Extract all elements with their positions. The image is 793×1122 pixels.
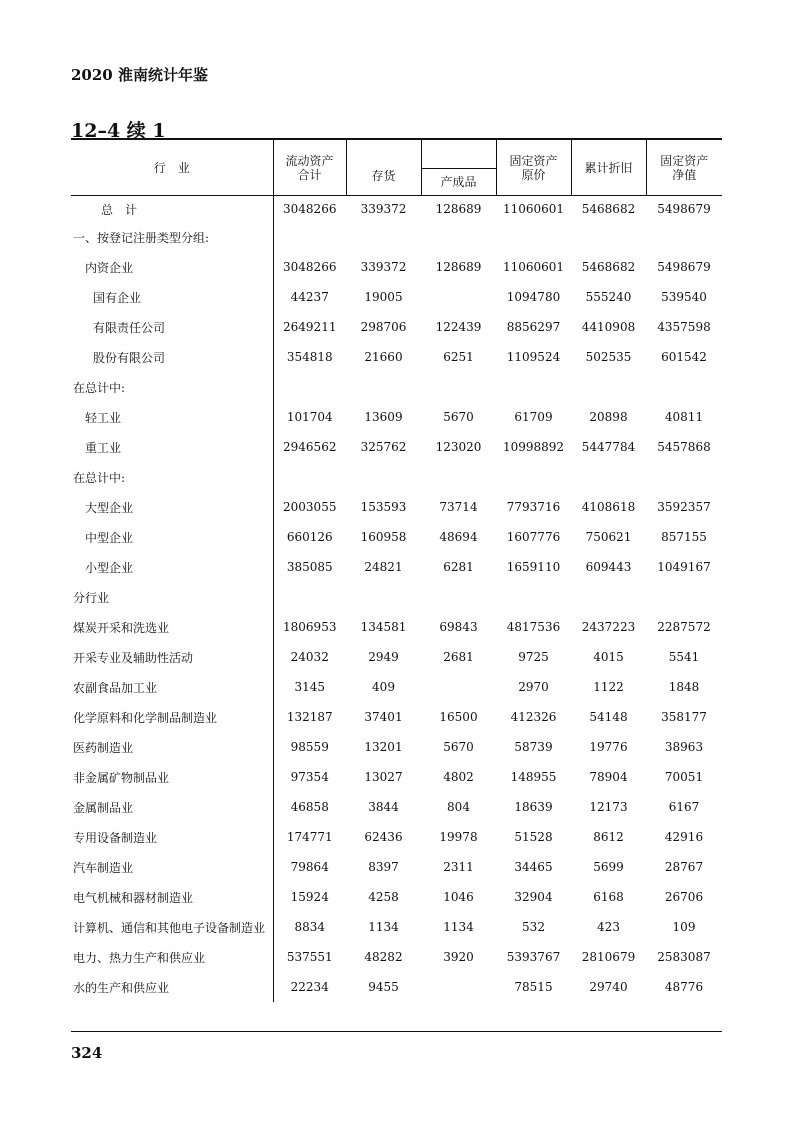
table-row bbox=[71, 852, 722, 882]
row-label: 一、按登记注册类型分组: bbox=[73, 230, 210, 245]
cell-value bbox=[421, 282, 496, 312]
table-row bbox=[71, 492, 722, 522]
cell-value: 409 bbox=[372, 680, 395, 694]
table-row bbox=[71, 342, 722, 372]
cell-value: 40811 bbox=[664, 410, 704, 424]
row-label: 开采专业及辅助性活动 bbox=[73, 650, 194, 665]
cell-value bbox=[346, 372, 421, 402]
header-accumulated-depreciation: 累计折旧 bbox=[571, 140, 646, 196]
cell-value: 5468682 bbox=[581, 202, 636, 216]
cell-value: 2946562 bbox=[273, 432, 346, 462]
table-row bbox=[71, 432, 722, 462]
cell-value: 601542 bbox=[661, 350, 707, 364]
cell-value: 1134 bbox=[368, 920, 399, 934]
cell-value: 8856297 bbox=[506, 320, 561, 334]
row-label: 股份有限公司 bbox=[93, 350, 166, 365]
row-label: 大型企业 bbox=[85, 500, 134, 515]
cell-value: 609443 bbox=[585, 560, 632, 574]
cell-value: 339372 bbox=[360, 260, 407, 274]
cell-value: 4357598 bbox=[657, 320, 711, 334]
cell-value: 48694 bbox=[439, 530, 478, 544]
cell-value: 1122 bbox=[593, 680, 624, 694]
header-finished-goods: 产成品 bbox=[421, 169, 496, 196]
cell-value bbox=[496, 222, 571, 252]
cell-value: 4015 bbox=[593, 650, 624, 664]
cell-value: 48282 bbox=[364, 950, 403, 964]
row-label: 汽车制造业 bbox=[73, 860, 134, 875]
table-row bbox=[71, 912, 722, 942]
cell-value bbox=[646, 462, 722, 492]
row-label: 医药制造业 bbox=[73, 740, 134, 755]
cell-value: 153593 bbox=[360, 500, 407, 514]
cell-value: 6251 bbox=[443, 350, 474, 364]
row-label: 计算机、通信和其他电子设备制造业 bbox=[73, 920, 266, 935]
cell-value: 6167 bbox=[668, 800, 700, 814]
cell-value: 2583087 bbox=[657, 950, 711, 964]
table-row bbox=[71, 642, 722, 672]
cell-value: 34465 bbox=[514, 860, 553, 874]
table-title: 12–4 续 1 bbox=[71, 120, 166, 142]
cell-value: 4108618 bbox=[581, 500, 636, 514]
cell-value: 3145 bbox=[273, 672, 346, 702]
cell-value: 8612 bbox=[593, 830, 624, 844]
cell-value: 8834 bbox=[273, 912, 346, 942]
cell-value: 11060601 bbox=[502, 260, 565, 274]
header-finished-goods-top bbox=[421, 140, 496, 169]
table-row bbox=[71, 942, 722, 972]
cell-value: 3920 bbox=[443, 950, 474, 964]
cell-value: 1659110 bbox=[506, 560, 561, 574]
cell-value bbox=[346, 582, 421, 612]
cell-value: 423 bbox=[597, 920, 620, 934]
cell-value: 5699 bbox=[593, 860, 624, 874]
header-fixed-assets-original: 固定资产 原价 bbox=[496, 140, 571, 196]
page-number: 324 bbox=[71, 1044, 103, 1062]
table-row bbox=[71, 972, 722, 1002]
cell-value: 5498679 bbox=[657, 260, 711, 274]
cell-value bbox=[421, 582, 496, 612]
cell-value: 354818 bbox=[273, 342, 346, 372]
cell-value: 123020 bbox=[435, 440, 482, 454]
cell-value: 13027 bbox=[364, 770, 403, 784]
table-row bbox=[71, 762, 722, 792]
cell-value: 9725 bbox=[518, 650, 549, 664]
row-label: 分行业 bbox=[73, 590, 110, 605]
cell-value: 78904 bbox=[589, 770, 628, 784]
table-row bbox=[71, 822, 722, 852]
cell-value: 13609 bbox=[364, 410, 403, 424]
cell-value: 122439 bbox=[435, 320, 482, 334]
cell-value: 660126 bbox=[273, 522, 346, 552]
cell-value: 148955 bbox=[510, 770, 557, 784]
row-label: 水的生产和供应业 bbox=[73, 980, 170, 995]
row-label: 重工业 bbox=[85, 440, 122, 455]
cell-value: 532 bbox=[522, 920, 545, 934]
cell-value: 32904 bbox=[514, 890, 553, 904]
cell-value: 2311 bbox=[443, 860, 474, 874]
cell-value: 132187 bbox=[273, 702, 346, 732]
cell-value: 2649211 bbox=[273, 312, 346, 342]
cell-value: 2949 bbox=[368, 650, 399, 664]
cell-value bbox=[273, 372, 346, 402]
cell-value: 4258 bbox=[368, 890, 399, 904]
cell-value: 21660 bbox=[364, 350, 403, 364]
cell-value: 11060601 bbox=[502, 202, 565, 216]
cell-value bbox=[571, 222, 646, 252]
row-label: 电力、热力生产和供应业 bbox=[73, 950, 206, 965]
cell-value: 5670 bbox=[443, 740, 474, 754]
header-inventory: 存货 bbox=[346, 169, 421, 196]
cell-value: 1046 bbox=[443, 890, 474, 904]
cell-value bbox=[346, 462, 421, 492]
table-body bbox=[71, 196, 722, 1003]
cell-value: 4817536 bbox=[506, 620, 561, 634]
cell-value: 78515 bbox=[514, 980, 553, 994]
cell-value: 5498679 bbox=[657, 202, 711, 216]
table-row bbox=[71, 222, 722, 252]
cell-value: 62436 bbox=[364, 830, 403, 844]
cell-value bbox=[421, 672, 496, 702]
table-row bbox=[71, 612, 722, 642]
cell-value: 44237 bbox=[273, 282, 346, 312]
cell-value: 10998892 bbox=[502, 440, 565, 454]
table-row bbox=[71, 552, 722, 582]
table-row bbox=[71, 882, 722, 912]
cell-value: 3048266 bbox=[273, 196, 346, 223]
cell-value: 298706 bbox=[360, 320, 407, 334]
table-row bbox=[71, 702, 722, 732]
cell-value bbox=[571, 372, 646, 402]
cell-value: 128689 bbox=[435, 260, 482, 274]
table-row bbox=[71, 672, 722, 702]
row-label: 轻工业 bbox=[85, 410, 122, 425]
table-bottom-rule bbox=[71, 1031, 722, 1032]
row-label: 农副食品加工业 bbox=[73, 680, 158, 695]
cell-value: 22234 bbox=[273, 972, 346, 1002]
table-row bbox=[71, 522, 722, 552]
cell-value: 1806953 bbox=[273, 612, 346, 642]
header-fixed-assets-net: 固定资产 净值 bbox=[646, 140, 722, 196]
row-label: 有限责任公司 bbox=[93, 320, 166, 335]
cell-value: 70051 bbox=[664, 770, 704, 784]
table-row bbox=[71, 582, 722, 612]
table-row bbox=[71, 372, 722, 402]
cell-value: 537551 bbox=[273, 942, 346, 972]
cell-value: 804 bbox=[447, 800, 470, 814]
cell-value: 5670 bbox=[443, 410, 474, 424]
cell-value: 1134 bbox=[443, 920, 474, 934]
table-header bbox=[71, 140, 722, 196]
cell-value: 4410908 bbox=[581, 320, 636, 334]
cell-value bbox=[646, 582, 722, 612]
cell-value: 101704 bbox=[273, 402, 346, 432]
cell-value: 58739 bbox=[514, 740, 553, 754]
cell-value: 54148 bbox=[589, 710, 628, 724]
cell-value: 97354 bbox=[273, 762, 346, 792]
cell-value bbox=[273, 582, 346, 612]
cell-value: 15924 bbox=[273, 882, 346, 912]
table-row bbox=[71, 196, 722, 223]
cell-value: 98559 bbox=[273, 732, 346, 762]
cell-value: 1109524 bbox=[506, 350, 561, 364]
cell-value: 24821 bbox=[364, 560, 403, 574]
table-row bbox=[71, 402, 722, 432]
cell-value bbox=[496, 372, 571, 402]
cell-value: 539540 bbox=[661, 290, 707, 304]
cell-value bbox=[496, 582, 571, 612]
row-label: 煤炭开采和洗选业 bbox=[73, 620, 170, 635]
cell-value: 5447784 bbox=[581, 440, 636, 454]
cell-value: 160958 bbox=[360, 530, 407, 544]
cell-value: 1607776 bbox=[506, 530, 561, 544]
cell-value: 19005 bbox=[364, 290, 403, 304]
row-label: 非金属矿物制品业 bbox=[73, 770, 170, 785]
cell-value: 325762 bbox=[360, 440, 407, 454]
cell-value: 20898 bbox=[589, 410, 628, 424]
cell-value: 5457868 bbox=[657, 440, 711, 454]
cell-value: 1049167 bbox=[657, 560, 711, 574]
table-row bbox=[71, 462, 722, 492]
cell-value: 3844 bbox=[368, 800, 399, 814]
table-row bbox=[71, 282, 722, 312]
table-row bbox=[71, 312, 722, 342]
cell-value bbox=[273, 462, 346, 492]
cell-value: 109 bbox=[672, 920, 696, 934]
cell-value: 38963 bbox=[664, 740, 704, 754]
cell-value: 51528 bbox=[514, 830, 553, 844]
cell-value: 2287572 bbox=[657, 620, 711, 634]
cell-value: 174771 bbox=[273, 822, 346, 852]
cell-value: 19978 bbox=[439, 830, 478, 844]
cell-value: 3592357 bbox=[657, 500, 711, 514]
table-row bbox=[71, 252, 722, 282]
cell-value bbox=[421, 972, 496, 1002]
cell-value bbox=[646, 222, 722, 252]
cell-value: 2437223 bbox=[581, 620, 636, 634]
cell-value: 29740 bbox=[589, 980, 628, 994]
cell-value: 358177 bbox=[661, 710, 707, 724]
cell-value: 1094780 bbox=[506, 290, 561, 304]
cell-value: 555240 bbox=[585, 290, 632, 304]
cell-value: 6281 bbox=[443, 560, 474, 574]
row-label: 在总计中: bbox=[73, 380, 126, 395]
cell-value: 73714 bbox=[439, 500, 478, 514]
cell-value: 3048266 bbox=[273, 252, 346, 282]
cell-value: 19776 bbox=[589, 740, 628, 754]
cell-value: 134581 bbox=[360, 620, 407, 634]
cell-value: 7793716 bbox=[506, 500, 561, 514]
cell-value: 18639 bbox=[514, 800, 553, 814]
cell-value: 79864 bbox=[273, 852, 346, 882]
row-label: 总 计 bbox=[101, 202, 138, 217]
cell-value bbox=[496, 462, 571, 492]
row-label: 电气机械和器材制造业 bbox=[73, 890, 194, 905]
cell-value bbox=[571, 462, 646, 492]
cell-value: 24032 bbox=[273, 642, 346, 672]
cell-value: 2003055 bbox=[273, 492, 346, 522]
cell-value: 8397 bbox=[368, 860, 399, 874]
cell-value: 46858 bbox=[273, 792, 346, 822]
cell-value: 128689 bbox=[435, 202, 482, 216]
cell-value: 2970 bbox=[518, 680, 549, 694]
cell-value: 1848 bbox=[668, 680, 700, 694]
cell-value bbox=[646, 372, 722, 402]
table-row bbox=[71, 732, 722, 762]
cell-value bbox=[421, 372, 496, 402]
row-label: 中型企业 bbox=[85, 530, 134, 545]
row-label: 化学原料和化学制品制造业 bbox=[73, 710, 218, 725]
cell-value: 26706 bbox=[664, 890, 704, 904]
cell-value: 4802 bbox=[443, 770, 474, 784]
row-label: 小型企业 bbox=[85, 560, 134, 575]
cell-value: 385085 bbox=[273, 552, 346, 582]
cell-value: 2810679 bbox=[581, 950, 636, 964]
cell-value: 502535 bbox=[585, 350, 632, 364]
cell-value: 2681 bbox=[443, 650, 474, 664]
cell-value: 61709 bbox=[514, 410, 553, 424]
cell-value: 5541 bbox=[668, 650, 700, 664]
cell-value: 13201 bbox=[364, 740, 403, 754]
header-inventory-top bbox=[346, 140, 421, 169]
statistics-table bbox=[71, 140, 722, 1002]
cell-value bbox=[346, 222, 421, 252]
cell-value: 6168 bbox=[593, 890, 624, 904]
cell-value: 5393767 bbox=[506, 950, 561, 964]
cell-value: 28767 bbox=[664, 860, 704, 874]
cell-value: 9455 bbox=[368, 980, 399, 994]
header-current-assets: 流动资产 合计 bbox=[273, 140, 346, 196]
running-head: 2020 淮南统计年鉴 bbox=[71, 66, 208, 84]
cell-value: 5468682 bbox=[581, 260, 636, 274]
cell-value bbox=[421, 222, 496, 252]
cell-value: 412326 bbox=[510, 710, 557, 724]
cell-value: 750621 bbox=[585, 530, 632, 544]
cell-value: 37401 bbox=[364, 710, 403, 724]
cell-value: 42916 bbox=[664, 830, 704, 844]
cell-value: 48776 bbox=[664, 980, 704, 994]
cell-value bbox=[421, 462, 496, 492]
cell-value: 12173 bbox=[589, 800, 628, 814]
row-label: 国有企业 bbox=[93, 290, 142, 305]
cell-value: 857155 bbox=[661, 530, 707, 544]
cell-value bbox=[571, 582, 646, 612]
table-row bbox=[71, 792, 722, 822]
cell-value: 16500 bbox=[439, 710, 478, 724]
cell-value bbox=[273, 222, 346, 252]
cell-value: 69843 bbox=[439, 620, 478, 634]
header-industry: 行 业 bbox=[71, 140, 273, 196]
row-label: 专用设备制造业 bbox=[73, 830, 158, 845]
row-label: 内资企业 bbox=[85, 260, 134, 275]
row-label: 在总计中: bbox=[73, 470, 126, 485]
row-label: 金属制品业 bbox=[73, 800, 134, 815]
cell-value: 339372 bbox=[360, 202, 407, 216]
